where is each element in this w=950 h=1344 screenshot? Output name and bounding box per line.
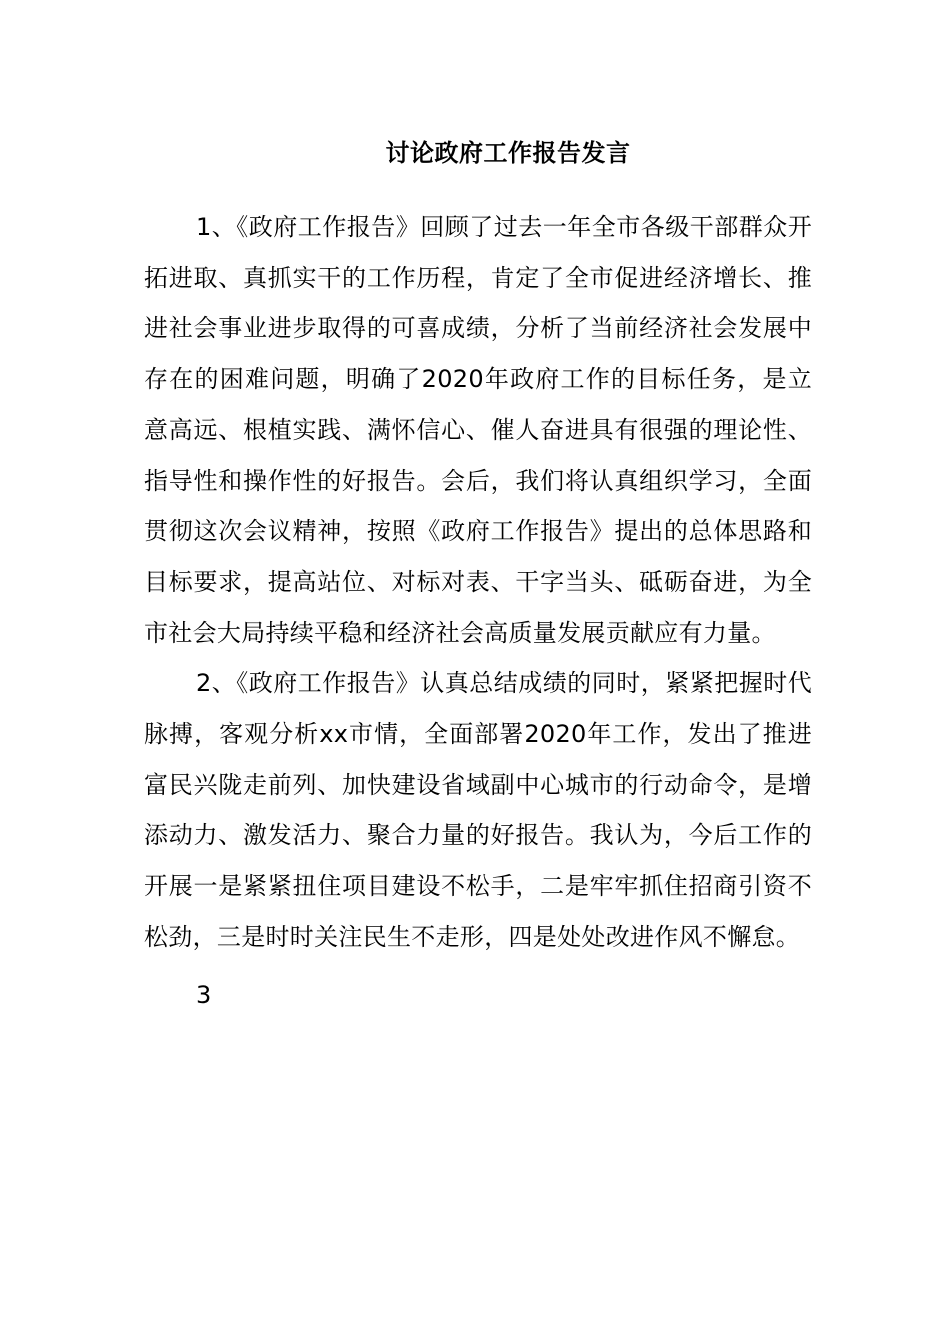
document-body xyxy=(144,202,812,1020)
paragraph-1: 1、《政府工作报告》回顾了过去一年全市各级干部群众开拓进取、真抓实干的工作历程，肯定了全市促进经济增长、推进社会事业进步取得的可喜成绩，分析了当前经济社会发展中存在的困难问题，明确了2020年政府工作的目标任务，是立意高远、根植实践、满怀信心、催人奋进具有很强的理论性、指导性和操作性的好报告。会后，我们将认真组织学习，全面贯彻这次会议精神，按照《政府工作报告》提出的总体思路和目标要求，提高站位、对标对表、干字当头、砥砺奋进，为全市社会大局持续平稳和经济社会高质量发展贡献应有力量。 xyxy=(144,213,812,647)
paragraph-2: 2、《政府工作报告》认真总结成绩的同时，紧紧把握时代脉搏，客观分析xx市情，全面部署2020年工作，发出了推进富民兴陇走前列、加快建设省域副中心城市的行动命令，是增添动力、激发活力、聚合力量的好报告。我认为，今后工作的开展一是紧紧扭住项目建设不松手，二是牢牢抓住招商引资不松劲，三是时时关注民生不走形，四是处处改进作风不懈怠。 xyxy=(144,669,812,951)
document-title: 讨论政府工作报告发言 xyxy=(385,139,631,167)
paragraph-3: 3 xyxy=(196,980,212,1009)
